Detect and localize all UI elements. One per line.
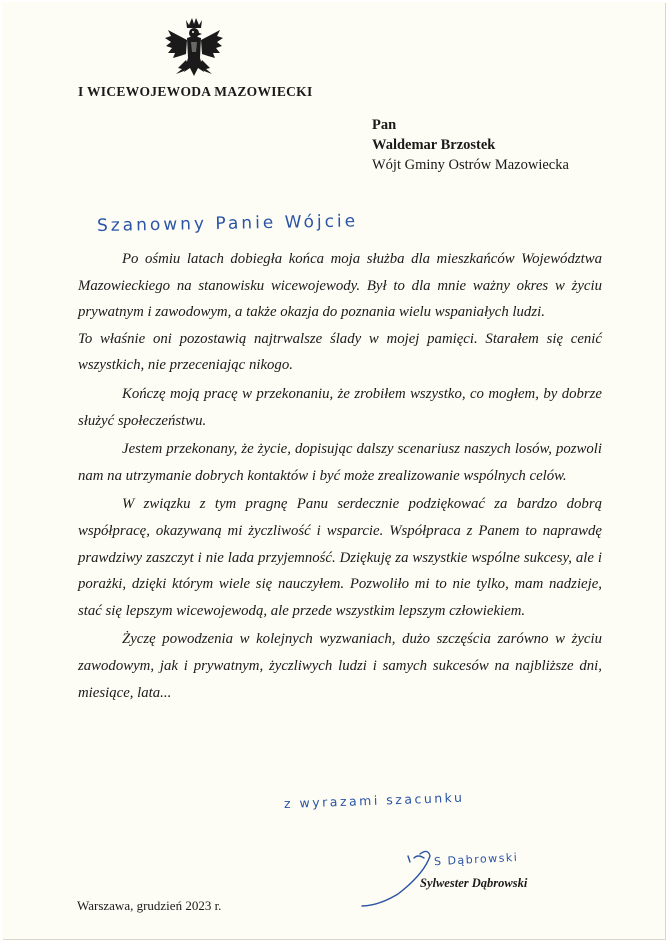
addressee-name: Waldemar Brzostek xyxy=(372,137,496,153)
addressee-block xyxy=(372,115,569,175)
addressee-honorific: Pan xyxy=(372,117,397,133)
place-and-date: Warszawa, grudzień 2023 r. xyxy=(77,898,222,913)
paragraph-2: To właśnie oni pozostawią najtrwalsze ślady w mojej pamięci. Starałem się cenić wszystkich, nie przeceniając nikogo. xyxy=(78,330,602,374)
paragraph-6: Życzę powodzenia w kolejnych wyzwaniach, dużo szczęścia zarówno w życiu zawodowym, jak i prywatnym, życzliwych ludzi i samych sukcesów na najbliższe dni, miesiące, lata... xyxy=(78,631,602,701)
signer-name: Sylwester Dąbrowski xyxy=(420,876,528,890)
letter-page xyxy=(2,2,665,939)
handwritten-closing: z wyrazami szacunku xyxy=(283,789,465,811)
office-title: I WICEWOJEWODA MAZOWIECKI xyxy=(78,84,313,99)
paragraph-1: Po ośmiu latach dobiegła końca moja służba dla mieszkańców Województwa Mazowieckiego na stanowisku wicewojewody. Był to dla mnie ważny okres w życiu prywatnym i zawodowym, a także okazja do poznania wielu wspaniałych ludzi. xyxy=(78,251,602,321)
handwritten-salutation: Szanowny Panie Wójcie xyxy=(96,211,359,236)
letter-body xyxy=(78,246,602,706)
polish-eagle-emblem-icon xyxy=(162,16,226,84)
paragraph-4: Jestem przekonany, że życie, dopisując dalszy scenariusz naszych losów, pozwoli nam na utrzymanie dobrych kontaktów i być może zrealizowanie wspólnych celów. xyxy=(78,441,602,484)
addressee-position: Wójt Gminy Ostrów Mazowiecka xyxy=(372,157,569,173)
paragraph-3: Kończę moją pracę w przekonaniu, że zrobiłem wszystko, co mogłem, by dobrze służyć społeczeństwu. xyxy=(78,385,602,429)
paragraph-5: W związku z tym pragnę Panu serdecznie podziękować za bardzo dobrą współpracę, okazywaną mi życzliwość i wsparcie. Współpraca z Panem to naprawdę prawdziwy zaszczyt i nie lada przyjemność. Dziękuję za wszystkie wspólne sukcesy, ale i porażki, dzięki którym wiele się nauczyłem. Pozwoliło mi to nie tylko, mam nadzieje, stać się lepszym wicewojewodą, ale przede wszystkim lepszym człowiekiem. xyxy=(78,496,602,619)
signature-script: S Dąbrowski xyxy=(433,850,519,869)
